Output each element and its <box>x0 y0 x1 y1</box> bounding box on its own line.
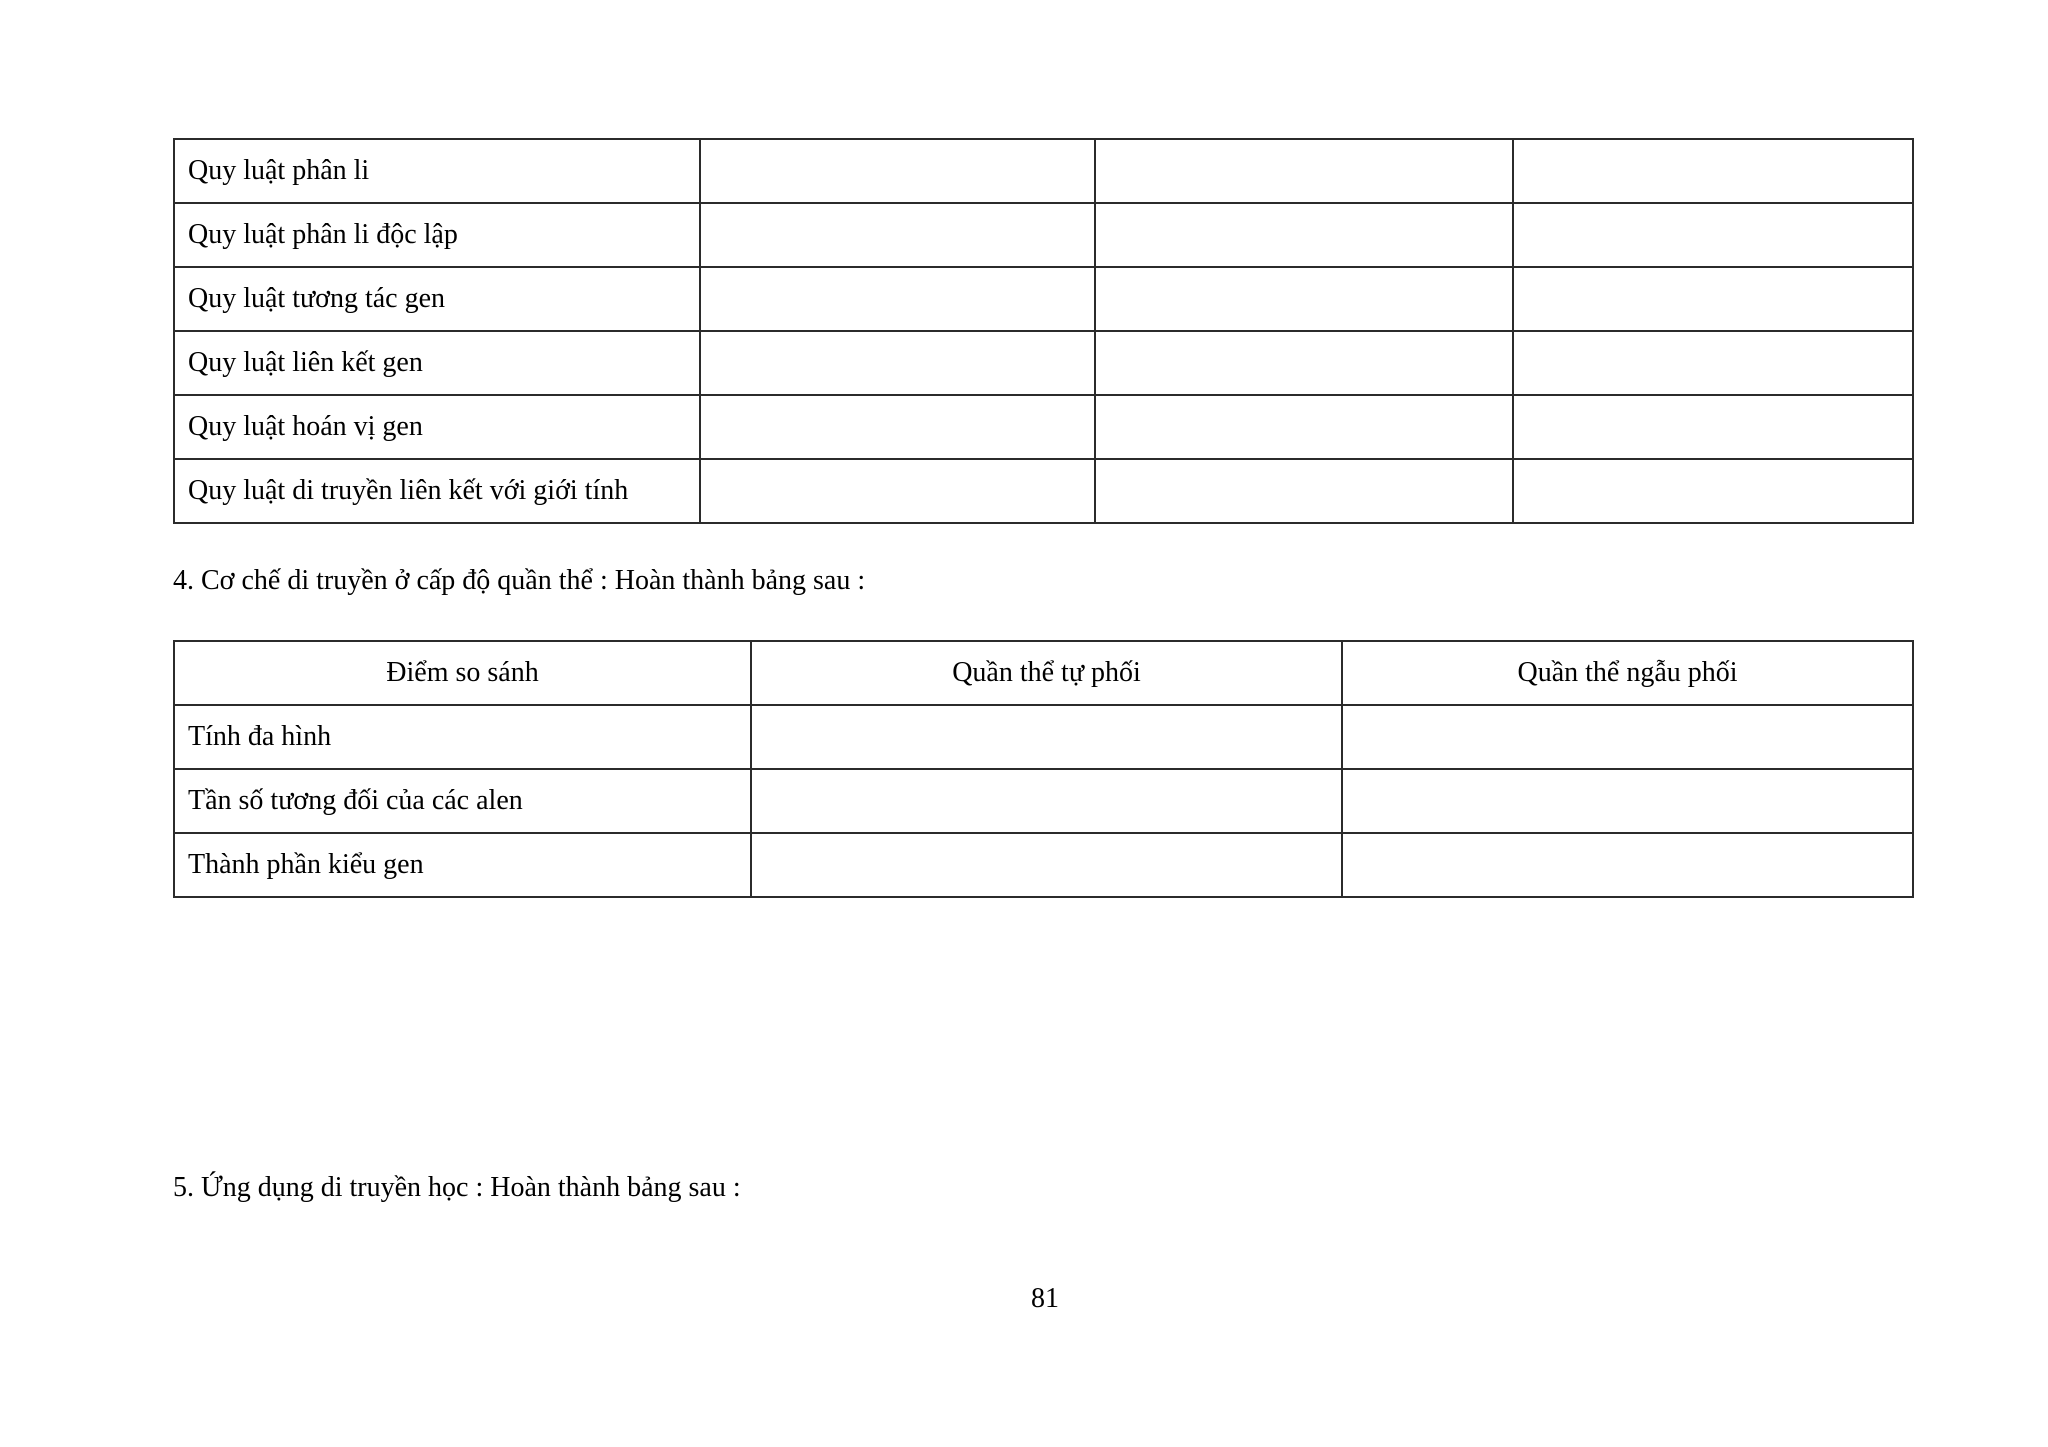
empty-cell <box>751 833 1342 897</box>
row-label: Quy luật phân li độc lập <box>174 203 700 267</box>
empty-cell <box>1342 705 1913 769</box>
row-label: Quy luật hoán vị gen <box>174 395 700 459</box>
table-row <box>174 459 1913 523</box>
table-row <box>174 331 1913 395</box>
empty-cell <box>700 459 1095 523</box>
empty-cell <box>1513 459 1913 523</box>
empty-cell <box>1513 139 1913 203</box>
empty-cell <box>751 705 1342 769</box>
empty-cell <box>1342 769 1913 833</box>
empty-cell <box>700 203 1095 267</box>
empty-cell <box>1095 395 1513 459</box>
row-label: Tần số tương đối của các alen <box>174 769 751 833</box>
row-label: Quy luật tương tác gen <box>174 267 700 331</box>
table-row <box>174 833 1913 897</box>
empty-cell <box>1095 459 1513 523</box>
empty-cell <box>700 139 1095 203</box>
section-5-heading: 5. Ứng dụng di truyền học : Hoàn thành bảng sau : <box>173 1172 741 1203</box>
empty-cell <box>1513 331 1913 395</box>
empty-cell <box>751 769 1342 833</box>
column-header: Quần thể ngẫu phối <box>1342 641 1913 705</box>
empty-cell <box>1342 833 1913 897</box>
table-row <box>174 705 1913 769</box>
page-number: 81 <box>1031 1283 1059 1314</box>
table-row <box>174 769 1913 833</box>
empty-cell <box>1095 331 1513 395</box>
empty-cell <box>1095 203 1513 267</box>
row-label: Quy luật di truyền liên kết với giới tính <box>174 459 700 523</box>
section-4-heading: 4. Cơ chế di truyền ở cấp độ quần thể : Hoàn thành bảng sau : <box>173 565 866 596</box>
column-header: Quần thể tự phối <box>751 641 1342 705</box>
population-comparison-table <box>173 640 1914 898</box>
genetic-laws-table <box>173 138 1914 524</box>
empty-cell <box>1095 139 1513 203</box>
table-row <box>174 203 1913 267</box>
table-row <box>174 267 1913 331</box>
table-row <box>174 395 1913 459</box>
row-label: Quy luật phân li <box>174 139 700 203</box>
empty-cell <box>1513 267 1913 331</box>
row-label: Tính đa hình <box>174 705 751 769</box>
empty-cell <box>700 331 1095 395</box>
empty-cell <box>700 267 1095 331</box>
empty-cell <box>1513 203 1913 267</box>
empty-cell <box>1513 395 1913 459</box>
row-label: Quy luật liên kết gen <box>174 331 700 395</box>
empty-cell <box>1095 267 1513 331</box>
row-label: Thành phần kiểu gen <box>174 833 751 897</box>
empty-cell <box>700 395 1095 459</box>
table-row <box>174 139 1913 203</box>
table-header-row <box>174 641 1913 705</box>
column-header: Điểm so sánh <box>174 641 751 705</box>
